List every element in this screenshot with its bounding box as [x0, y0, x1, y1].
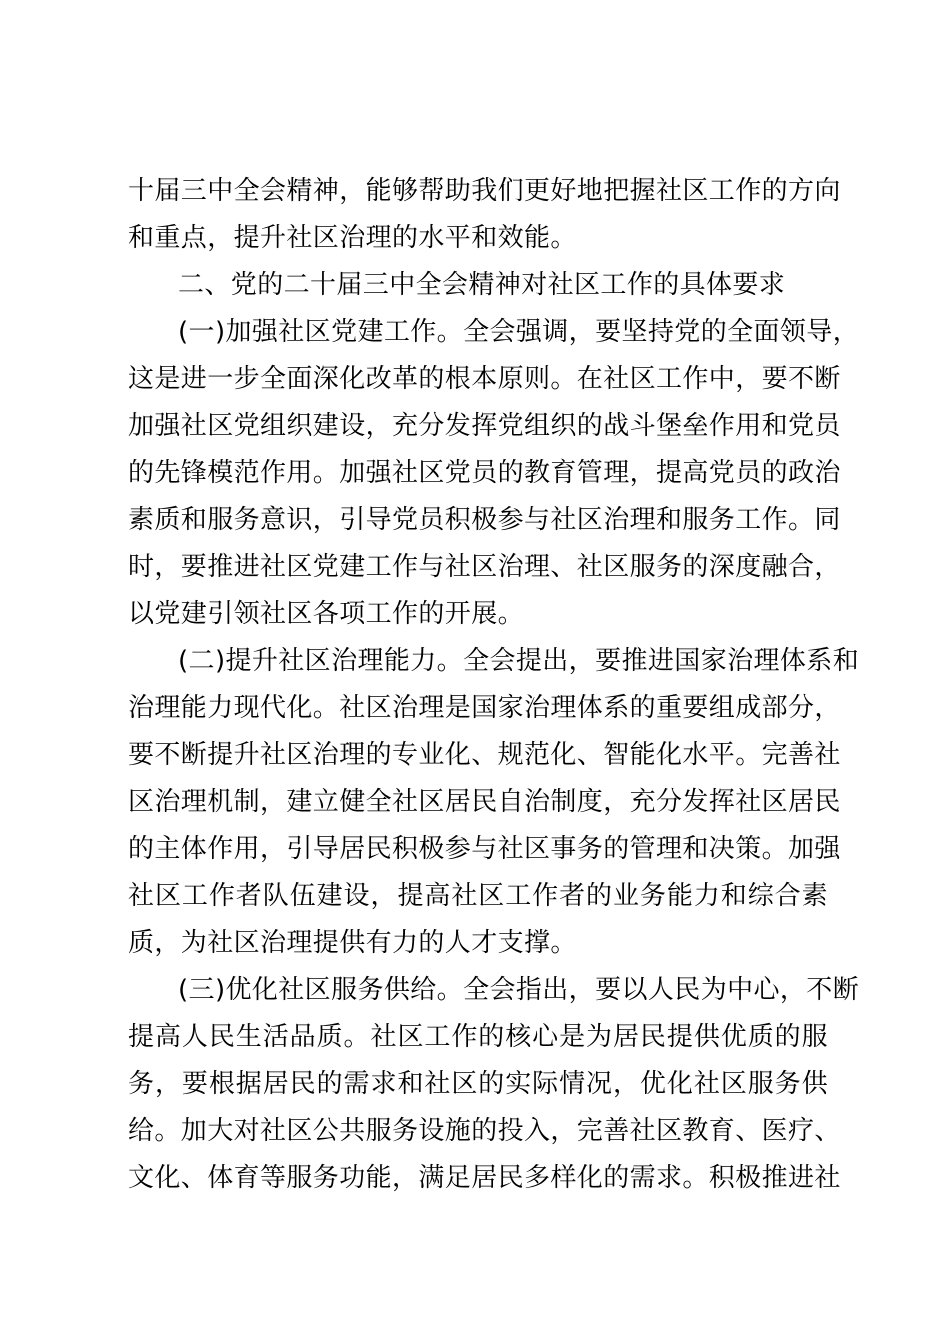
text-line: 时，要推进社区党建工作与社区治理、社区服务的深度融合，: [128, 552, 841, 582]
text-line: 治理能力现代化。社区治理是国家治理体系的重要组成部分，: [128, 693, 841, 723]
section-heading: 二、党的二十届三中全会精神对社区工作的具体要求: [178, 270, 786, 300]
text-line: 的先锋模范作用。加强社区党员的教育管理，提高党员的政治: [128, 458, 841, 488]
text-line: 的主体作用，引导居民积极参与社区事务的管理和决策。加强: [128, 834, 841, 864]
text-line: 质，为社区治理提供有力的人才支撑。: [128, 928, 577, 958]
text-line: 要不断提升社区治理的专业化、规范化、智能化水平。完善社: [128, 740, 841, 770]
subsection-heading: (一)加强社区党建工作。全会强调，要坚持党的全面领导，: [178, 317, 860, 347]
text-line: 十届三中全会精神，能够帮助我们更好地把握社区工作的方向: [128, 176, 841, 206]
text-line: 素质和服务意识，引导党员积极参与社区治理和服务工作。同: [128, 505, 841, 535]
text-line: 社区工作者队伍建设，提高社区工作者的业务能力和综合素: [128, 881, 828, 911]
text-line: 这是进一步全面深化改革的根本原则。在社区工作中，要不断: [128, 364, 841, 394]
text-line: 给。加大对社区公共服务设施的投入，完善社区教育、医疗、: [128, 1116, 841, 1146]
text-line: 以党建引领社区各项工作的开展。: [128, 599, 525, 629]
text-line: 区治理机制，建立健全社区居民自治制度，充分发挥社区居民: [128, 787, 841, 817]
text-line: 加强社区党组织建设，充分发挥党组织的战斗堡垒作用和党员: [128, 411, 841, 441]
text-line: 和重点，提升社区治理的水平和效能。: [128, 223, 577, 253]
subsection-heading: (二)提升社区治理能力。全会提出，要推进国家治理体系和: [178, 646, 860, 676]
subsection-heading: (三)优化社区服务供给。全会指出，要以人民为中心，不断: [178, 975, 860, 1005]
text-line: 务，要根据居民的需求和社区的实际情况，优化社区服务供: [128, 1069, 828, 1099]
text-line: 提高人民生活品质。社区工作的核心是为居民提供优质的服: [128, 1022, 828, 1052]
text-line: 文化、体育等服务功能，满足居民多样化的需求。积极推进社: [128, 1163, 841, 1193]
